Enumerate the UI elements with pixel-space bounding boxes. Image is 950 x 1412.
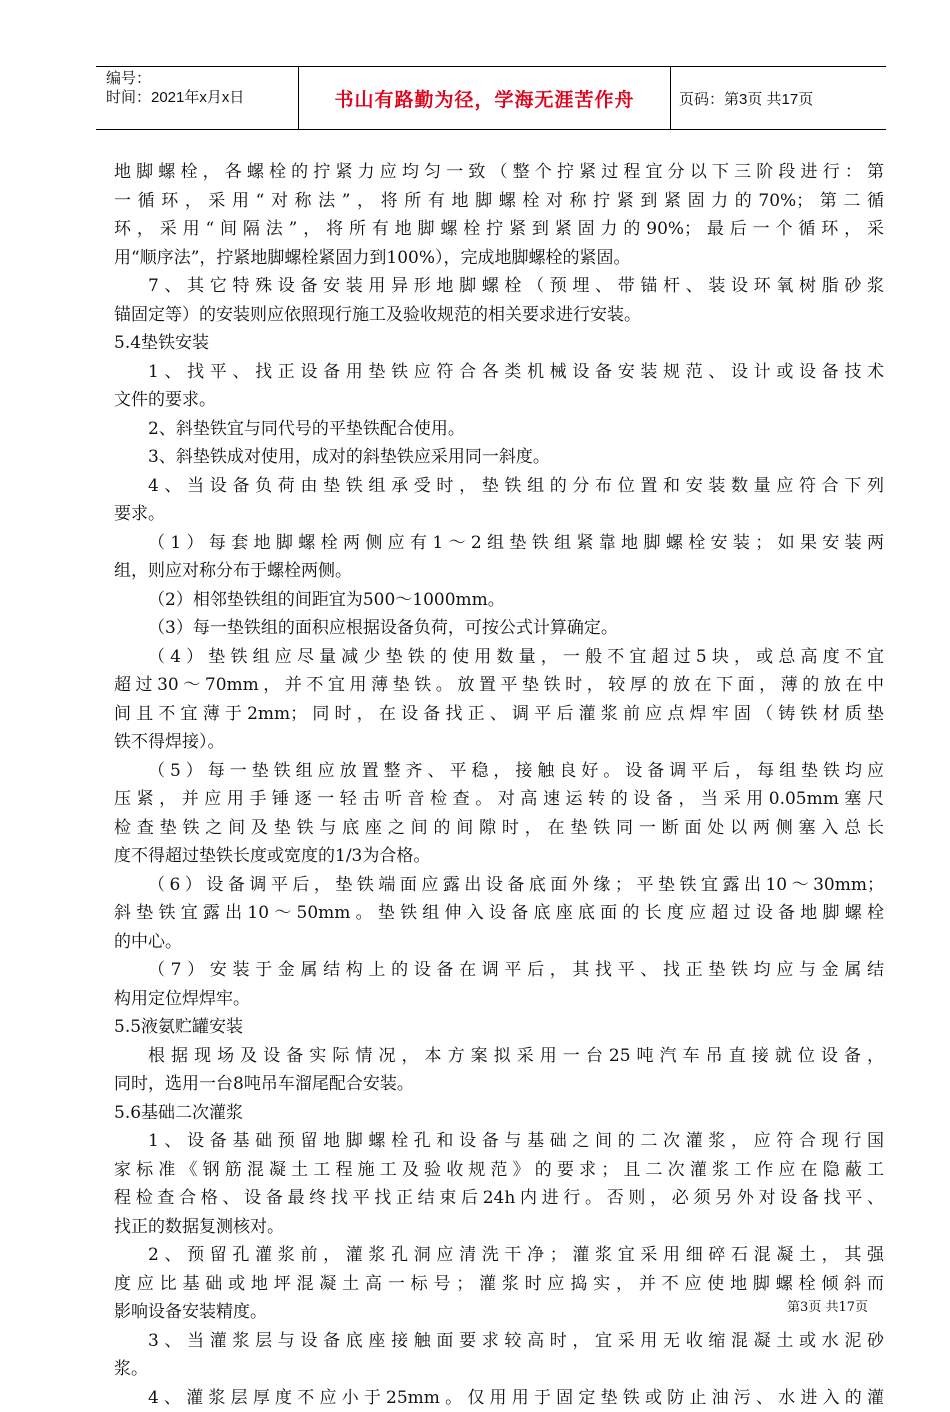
body-text-line: 超过30～70mm，并不宜用薄垫铁。放置平垫铁时，较厚的放在下面，薄的放在中 — [114, 671, 884, 700]
body-text-line: 根据现场及设备实际情况，本方案拟采用一台25吨汽车吊直接就位设备， — [114, 1042, 884, 1071]
body-text-line: （3）每一垫铁组的面积应根据设备负荷，可按公式计算确定。 — [114, 614, 884, 643]
header-meta — [96, 67, 298, 129]
body-text-line: 2、斜垫铁宜与同代号的平垫铁配合使用。 — [114, 415, 884, 444]
body-text-line: 度应比基础或地坪混凝土高一标号；灌浆时应捣实，并不应使地脚螺栓倾斜而 — [114, 1270, 884, 1299]
body-text-line: 用“顺序法”，拧紧地脚螺栓紧固力到100%），完成地脚螺栓的紧固。 — [114, 244, 884, 273]
document-number-label: 编号： — [106, 69, 298, 88]
header-page-number: 页码：第3页 共17页 — [671, 67, 886, 129]
body-text-line: 环，采用“间隔法”，将所有地脚螺栓拧紧到紧固力的90%；最后一个循环，采 — [114, 215, 884, 244]
body-text-line: （5）每一垫铁组应放置整齐、平稳，接触良好。设备调平后，每组垫铁均应 — [114, 757, 884, 786]
body-text-line: 2、预留孔灌浆前，灌浆孔洞应清洗干净；灌浆宜采用细碎石混凝土，其强 — [114, 1241, 884, 1270]
body-text-line: 7、其它特殊设备安装用异形地脚螺栓（预埋、带锚杆、装设环氧树脂砂浆 — [114, 272, 884, 301]
body-text-line: 一循环，采用“对称法”，将所有地脚螺栓对称拧紧到紧固力的70%；第二循 — [114, 187, 884, 216]
body-text-line: 组，则应对称分布于螺栓两侧。 — [114, 557, 884, 586]
body-text-line: 度不得超过垫铁长度或宽度的1/3为合格。 — [114, 842, 884, 871]
body-text-line: 1、找平、找正设备用垫铁应符合各类机械设备安装规范、设计或设备技术 — [114, 358, 884, 387]
body-text-line: （1）每套地脚螺栓两侧应有1～2组垫铁组紧靠地脚螺栓安装；如果安装两 — [114, 529, 884, 558]
body-text-line: 锚固定等）的安装则应依照现行施工及验收规范的相关要求进行安装。 — [114, 301, 884, 330]
body-text-line: 斜垫铁宜露出10～50mm。垫铁组伸入设备底座底面的长度应超过设备地脚螺栓 — [114, 899, 884, 928]
body-text-line: 要求。 — [114, 500, 884, 529]
body-text-line: 间且不宜薄于2mm；同时，在设备找正、调平后灌浆前应点焊牢固（铸铁材质垫 — [114, 700, 884, 729]
body-text-line: 同时，选用一台8吨吊车溜尾配合安装。 — [114, 1070, 884, 1099]
body-text-line: 地脚螺栓，各螺栓的拧紧力应均匀一致（整个拧紧过程宜分以下三阶段进行：第 — [114, 158, 884, 187]
body-text-line: 3、当灌浆层与设备底座接触面要求较高时，宜采用无收缩混凝土或水泥砂 — [114, 1327, 884, 1356]
body-text-line: （4）垫铁组应尽量减少垫铁的使用数量，一般不宜超过5块，或总高度不宜 — [114, 643, 884, 672]
body-text-line: 5.5液氨贮罐安装 — [114, 1013, 884, 1042]
body-text-line: （7）安装于金属结构上的设备在调平后，其找平、找正垫铁均应与金属结 — [114, 956, 884, 985]
body-text-line: 4、当设备负荷由垫铁组承受时，垫铁组的分布位置和安装数量应符合下列 — [114, 472, 884, 501]
body-text-line: 的中心。 — [114, 928, 884, 957]
body-text-line: 找正的数据复测核对。 — [114, 1213, 884, 1242]
body-text-line: 浆。 — [114, 1355, 884, 1384]
body-text-line: 影响设备安装精度。 — [114, 1298, 884, 1327]
body-text-line: 5.4垫铁安装 — [114, 329, 884, 358]
page-footer: 第3页 共17页 — [787, 1296, 868, 1315]
header-motto: 书山有路勤为径，学海无涯苦作舟 — [298, 67, 671, 129]
document-time-label: 时间：2021年x月x日 — [106, 88, 298, 107]
body-text-line: 3、斜垫铁成对使用，成对的斜垫铁应采用同一斜度。 — [114, 443, 884, 472]
document-body — [114, 158, 884, 1412]
body-text-line: 铁不得焊接）。 — [114, 728, 884, 757]
body-text-line: 构用定位焊焊牢。 — [114, 985, 884, 1014]
body-text-line: 家标准《钢筋混凝土工程施工及验收规范》的要求；且二次灌浆工作应在隐蔽工 — [114, 1156, 884, 1185]
body-text-line: 5.6基础二次灌浆 — [114, 1099, 884, 1128]
body-text-line: 压紧，并应用手锤逐一轻击听音检查。对高速运转的设备，当采用0.05mm塞尺 — [114, 785, 884, 814]
body-text-line: 1、设备基础预留地脚螺栓孔和设备与基础之间的二次灌浆，应符合现行国 — [114, 1127, 884, 1156]
page-header — [96, 66, 886, 130]
body-text-line: 程检查合格、设备最终找平找正结束后24h内进行。否则，必须另外对设备找平、 — [114, 1184, 884, 1213]
body-text-line: 文件的要求。 — [114, 386, 884, 415]
body-text-line: 4、灌浆层厚度不应小于25mm。仅用用于固定垫铁或防止油污、水进入的灌 — [114, 1384, 884, 1412]
body-text-line: （2）相邻垫铁组的间距宜为500～1000mm。 — [114, 586, 884, 615]
body-text-line: （6）设备调平后，垫铁端面应露出设备底面外缘；平垫铁宜露出10～30mm； — [114, 871, 884, 900]
body-text-line: 检查垫铁之间及垫铁与底座之间的间隙时，在垫铁同一断面处以两侧塞入总长 — [114, 814, 884, 843]
